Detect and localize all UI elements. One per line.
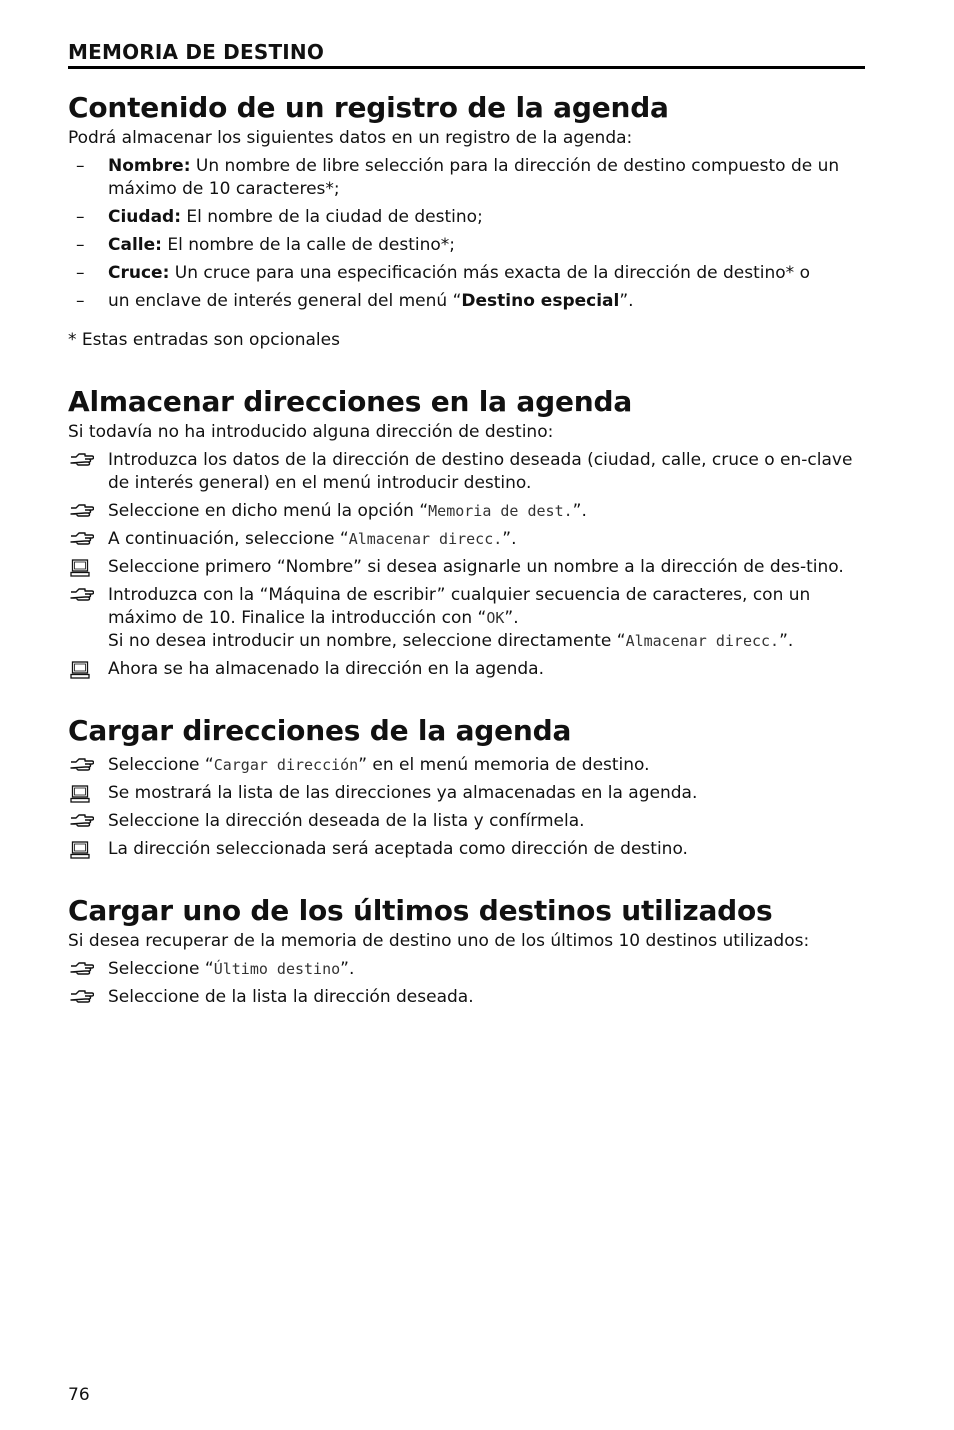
step-item: Introduzca los datos de la dirección de destino deseada (ciudad, calle, cruce o en-clave de interés general) en el menú introducir destino.: [68, 449, 865, 495]
pointing-hand-icon: [70, 989, 94, 1005]
menu-option: Almacenar direcc.: [348, 530, 503, 548]
dash-bullet: [68, 206, 108, 229]
step-list: [68, 449, 865, 681]
section-title-ultimos: Cargar uno de los últimos destinos utilizados: [68, 894, 773, 927]
list-item: – Nombre: Un nombre de libre selección para la dirección de destino compuesto de un máximo de 10 caracteres*;: [68, 155, 865, 201]
term: Cruce:: [108, 263, 170, 283]
term: Calle:: [108, 235, 162, 255]
step-item: Ahora se ha almacenado la dirección en la agenda.: [68, 658, 865, 681]
menu-option: Cargar dirección: [213, 756, 359, 774]
list-item: – un enclave de interés general del menú “Destino especial”.: [68, 290, 865, 313]
step-list: [68, 754, 865, 861]
term: Nombre:: [108, 156, 191, 176]
step-item: Seleccione “Cargar dirección” en el menú memoria de destino.: [68, 754, 865, 777]
pointing-hand-icon: [70, 757, 94, 773]
pointing-hand-icon: [70, 531, 94, 547]
menu-option: Memoria de dest.: [428, 502, 573, 520]
step-list: [68, 958, 865, 1009]
term: Ciudad:: [108, 207, 182, 227]
document-page: [68, 40, 865, 1009]
step-item: La dirección seleccionada será aceptada como dirección de destino.: [68, 838, 865, 861]
step-item: Seleccione “Último destino”.: [68, 958, 865, 981]
pointing-hand-icon: [70, 452, 94, 468]
pointing-hand-icon: [70, 503, 94, 519]
dash-bullet: [68, 155, 108, 201]
section-intro: Si desea recuperar de la memoria de destino uno de los últimos 10 destinos utilizados:: [68, 931, 810, 951]
bullet-list: [68, 155, 865, 313]
step-item: Seleccione de la lista la dirección deseada.: [68, 986, 865, 1009]
menu-option: OK: [486, 609, 505, 627]
section-intro: Podrá almacenar los siguientes datos en un registro de la agenda:: [68, 128, 633, 148]
screen-display-icon: [70, 661, 90, 679]
running-head: MEMORIA DE DESTINO: [68, 40, 865, 69]
section-title-almacenar: Almacenar direcciones en la agenda: [68, 385, 633, 418]
pointing-hand-icon: [70, 961, 94, 977]
section-intro: Si todavía no ha introducido alguna dirección de destino:: [68, 422, 554, 442]
menu-option: Almacenar direcc.: [625, 632, 780, 650]
pointing-hand-icon: [70, 587, 94, 603]
dash-bullet: [68, 234, 108, 257]
section-title-cargar: Cargar direcciones de la agenda: [68, 714, 572, 747]
screen-display-icon: [70, 841, 90, 859]
screen-display-icon: [70, 785, 90, 803]
menu-option: Último destino: [213, 960, 341, 978]
step-item: Introduzca con la “Máquina de escribir” cualquier secuencia de caracteres, con un máximo de 10. Finalice la introducción con “OK”. Si no desea introducir un nombre, seleccione directamente “Almacenar direcc.”.: [68, 584, 865, 653]
step-item: Seleccione la dirección deseada de la lista y confírmela.: [68, 810, 865, 833]
step-item: Seleccione primero “Nombre” si desea asignarle un nombre a la dirección de des-tino.: [68, 556, 865, 579]
pointing-hand-icon: [70, 813, 94, 829]
step-item: Se mostrará la lista de las direcciones ya almacenadas en la agenda.: [68, 782, 865, 805]
section-title-contenido: Contenido de un registro de la agenda: [68, 91, 669, 124]
dash-bullet: [68, 262, 108, 285]
list-item: – Cruce: Un cruce para una especificación más exacta de la dirección de destino* o: [68, 262, 865, 285]
step-item: A continuación, seleccione “Almacenar direcc.”.: [68, 528, 865, 551]
screen-display-icon: [70, 559, 90, 577]
list-item: – Calle: El nombre de la calle de destino*;: [68, 234, 865, 257]
page-number: 76: [68, 1385, 90, 1405]
list-item: – Ciudad: El nombre de la ciudad de destino;: [68, 206, 865, 229]
dash-bullet: [68, 290, 108, 313]
term: Destino especial: [461, 291, 620, 311]
footnote: * Estas entradas son opcionales: [68, 330, 340, 350]
step-item: Seleccione en dicho menú la opción “Memoria de dest.”.: [68, 500, 865, 523]
